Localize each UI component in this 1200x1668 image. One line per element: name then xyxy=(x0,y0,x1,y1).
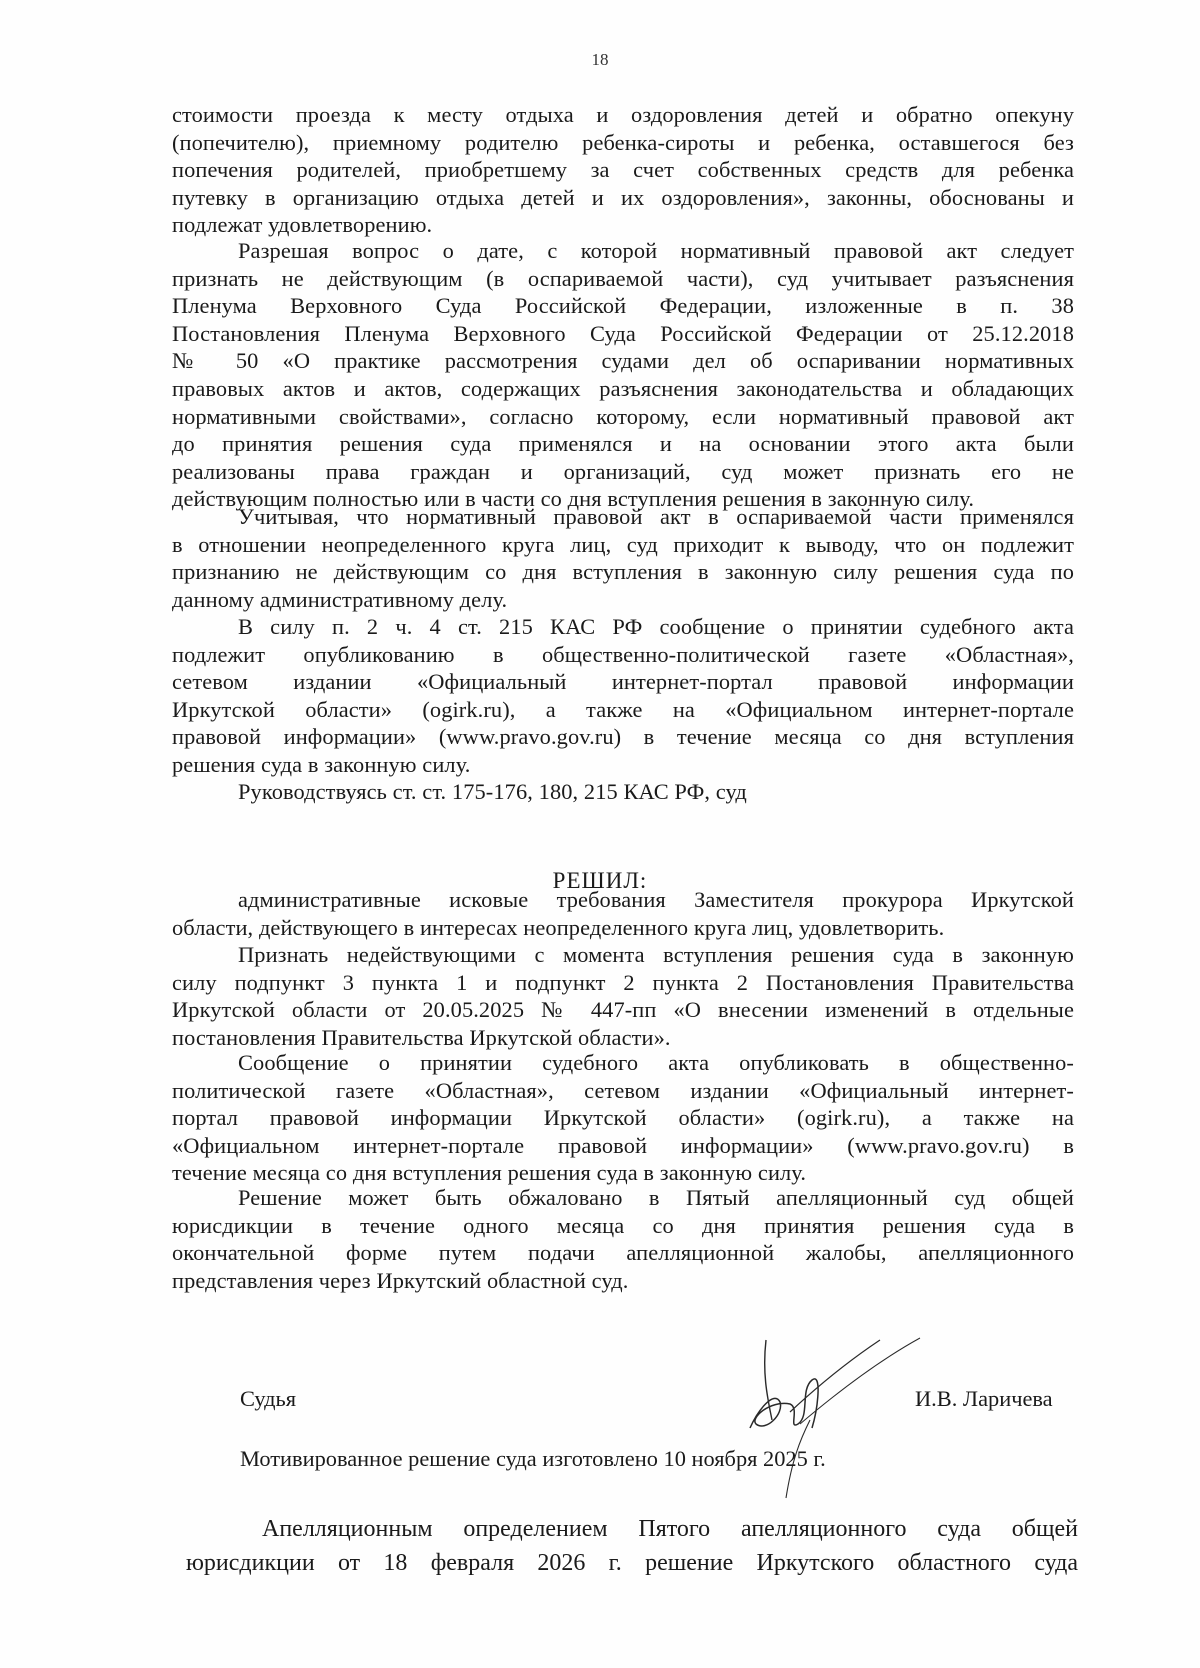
text-line: окончательной форме путем подачи апелляционной жалобы, апелляционного xyxy=(172,1240,1074,1266)
paragraph xyxy=(172,778,1074,806)
text-line: (попечителю), приемному родителю ребенка-сироты и ребенка, оставшегося без xyxy=(172,129,1074,155)
text-line: правовых актов и актов, содержащих разъяснения законодательства и обладающих xyxy=(172,375,1074,401)
text-line: представления через Иркутский областной суд. xyxy=(172,1267,629,1293)
decision-paragraph xyxy=(172,1049,1074,1187)
text-line: юрисдикции в течение одного месяца со дня принятия решения суда в xyxy=(172,1212,1074,1238)
text-line: решения суда в законную силу. xyxy=(172,751,471,777)
text-line: в отношении неопределенного круга лиц, суд приходит к выводу, что он подлежит xyxy=(172,531,1074,557)
text-line: Иркутской области» (ogirk.ru), а также на «Официальном интернет-портале xyxy=(172,696,1074,722)
text-line: Разрешая вопрос о дате, с которой нормативный правовой акт следует xyxy=(238,238,1074,263)
text-line: течение месяца со дня вступления решения суда в законную силу. xyxy=(172,1160,807,1186)
text-line: до принятия решения суда применялся и на основании этого акта были xyxy=(172,431,1074,457)
text-line: области, действующего в интересах неопределенного круга лиц, удовлетворить. xyxy=(172,914,945,940)
text-line: нормативными свойствами», согласно которому, если нормативный правовой акт xyxy=(172,403,1074,429)
text-line: Апелляционным определением Пятого апелляционного суда общей xyxy=(262,1516,1078,1542)
text-line: Сообщение о принятии судебного акта опубликовать в общественно- xyxy=(238,1050,1074,1075)
appeal-note xyxy=(186,1512,1078,1580)
text-line: стоимости проезда к месту отдыха и оздоровления детей и обратно опекуну xyxy=(172,102,1074,127)
text-line: административные исковые требования Заместителя прокурора Иркутской xyxy=(238,887,1074,912)
paragraph xyxy=(172,503,1074,613)
text-line: действующим полностью или в части со дня вступления решения в законную силу. xyxy=(172,486,975,512)
text-line: Руководствуясь ст. ст. 175-176, 180, 215 КАС РФ, суд xyxy=(238,779,747,804)
text-line: портал правовой информации Иркутской области» (ogirk.ru), а также на xyxy=(172,1105,1074,1131)
decision-paragraph xyxy=(172,886,1074,941)
text-line: В силу п. 2 ч. 4 ст. 215 КАС РФ сообщение о принятии судебного акта xyxy=(238,614,1074,639)
text-line: подлежат удовлетворению. xyxy=(172,212,433,238)
text-line: подлежит опубликованию в общественно-политической газете «Областная», xyxy=(172,641,1074,667)
text-line: Иркутской области от 20.05.2025 № 447-пп «О внесении изменений в отдельные xyxy=(172,997,1074,1023)
text-line: силу подпункт 3 пункта 1 и подпункт 2 пункта 2 Постановления Правительства xyxy=(172,969,1074,995)
page-number: 18 xyxy=(591,50,609,69)
text-line: признанию не действующим со дня вступления в законную силу решения суда по xyxy=(172,559,1074,585)
text-line: юрисдикции от 18 февраля 2026 г. решение Иркутского областного суда xyxy=(186,1550,1078,1576)
text-line: Пленума Верховного Суда Российской Федерации, изложенные в п. 38 xyxy=(172,293,1074,319)
text-line: путевку в организацию отдыха детей и их оздоровления», законны, обоснованы и xyxy=(172,184,1074,210)
text-line: № 50 «О практике рассмотрения судами дел об оспаривании нормативных xyxy=(172,348,1074,374)
decision-paragraph xyxy=(172,941,1074,1051)
handwritten-signature xyxy=(740,1320,930,1500)
text-line: Постановления Пленума Верховного Суда Российской Федерации от 25.12.2018 xyxy=(172,320,1074,346)
text-line: Признать недействующими с момента вступления решения суда в законную xyxy=(238,942,1074,967)
motivated-decision-note: Мотивированное решение суда изготовлено 10 ноября 2025 г. xyxy=(240,1446,826,1471)
paragraph xyxy=(172,101,1074,239)
paragraph xyxy=(172,613,1074,779)
text-line: постановления Правительства Иркутской области». xyxy=(172,1024,671,1050)
text-line: признать не действующим (в оспариваемой части), суд учитывает разъяснения xyxy=(172,265,1074,291)
decision-heading: РЕШИЛ: xyxy=(552,868,648,893)
decision-paragraph xyxy=(172,1184,1074,1294)
text-line: попечения родителей, приобретшему за счет собственных средств для ребенка xyxy=(172,157,1074,183)
text-line: правовой информации» (www.pravo.gov.ru) в течение месяца со дня вступления xyxy=(172,724,1074,750)
text-line: политической газете «Областная», сетевом издании «Официальный интернет- xyxy=(172,1077,1074,1103)
text-line: «Официальном интернет-портале правовой информации» (www.pravo.gov.ru) в xyxy=(172,1132,1074,1158)
text-line: реализованы права граждан и организаций, суд может признать его не xyxy=(172,458,1074,484)
text-line: сетевом издании «Официальный интернет-портал правовой информации xyxy=(172,669,1074,695)
paragraph xyxy=(172,237,1074,513)
text-line: Решение может быть обжаловано в Пятый апелляционный суд общей xyxy=(238,1185,1074,1210)
text-line: Учитывая, что нормативный правовой акт в оспариваемой части применялся xyxy=(238,504,1074,529)
text-line: данному административному делу. xyxy=(172,586,508,612)
signature-label: Судья xyxy=(240,1386,297,1411)
judge-name: И.В. Ларичева xyxy=(915,1386,1053,1411)
